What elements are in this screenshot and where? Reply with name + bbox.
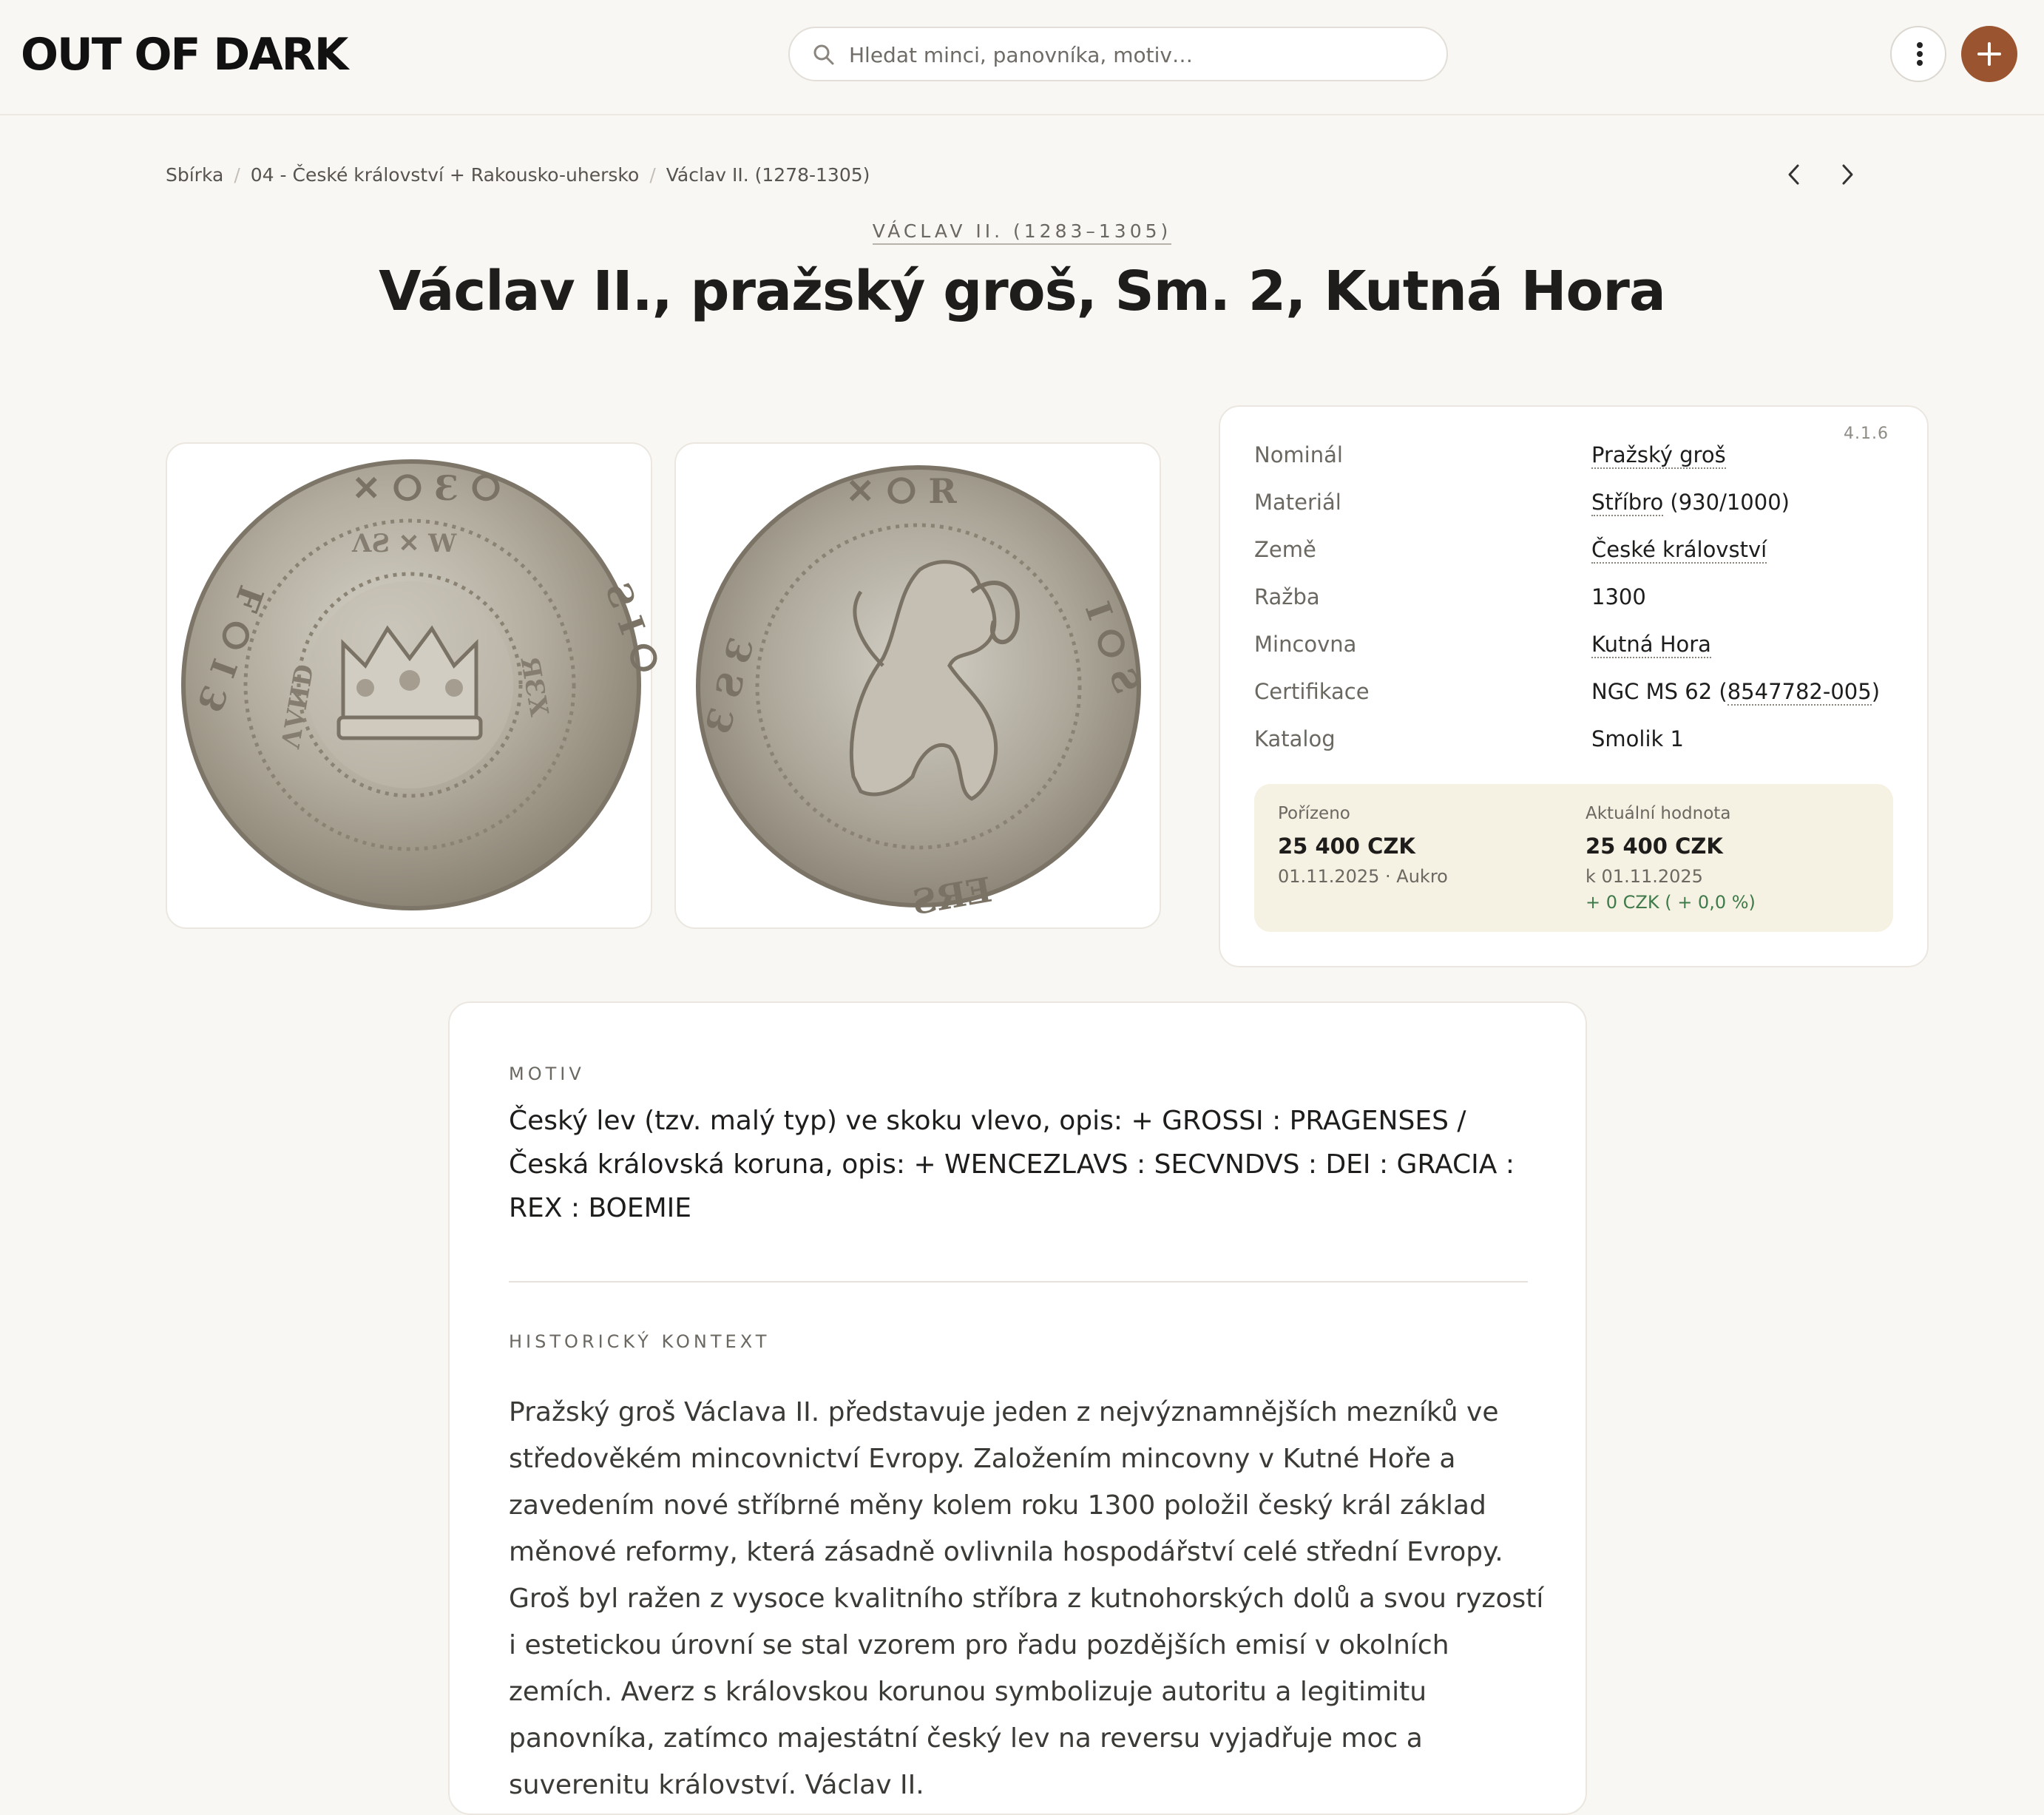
section-divider [509, 1281, 1528, 1282]
add-coin-button[interactable] [1961, 26, 2017, 82]
mint-link[interactable]: Kutná Hora [1591, 632, 1711, 657]
svg-text:Ɛ I ⵔ Ⅎ: Ɛ I ⵔ Ⅎ [190, 581, 273, 717]
acquired-value [1278, 802, 1448, 889]
certification-grade: NGC MS 62 ( [1591, 679, 1727, 704]
detail-row-catalog [1254, 722, 1898, 757]
history-text: Pražský groš Václava II. představuje jeden z nejvýznamnějších mezníků ve středověkém mincovnictví Evropy. Založením mincovny v Kutné Hoře a zavedením nové stříbrné měny kolem roku 1300 položil český král základ měnové reformy, která zásadně ovlivnila hospodářství celé střední Evropy. Groš byl ražen z vysoce kvalitního stříbra z kutnohorských dolů a svou ryzostí i estetickou úrovní se stal vzorem pro řadu pozdějších emisí v okolních zemích. Averz s královskou korunou symbolizuje autoritu a legitimitu panovníka, zatímco majestátní český lev na reversu vyjadřuje moc a suverenitu království. Václav II. [509, 1397, 1544, 1800]
svg-text:ΛVИD: ΛVИD [276, 662, 320, 751]
detail-value [1591, 490, 1790, 515]
breadcrumb-separator: / [234, 163, 240, 186]
detail-value: 1300 [1591, 584, 1646, 609]
more-vertical-icon [1909, 39, 1930, 69]
detail-row-mintage-year [1254, 580, 1898, 615]
country-link[interactable]: České království [1591, 537, 1767, 562]
detail-label: Ražba [1254, 584, 1320, 609]
svg-text:ΛƧ ✕ W: ΛƧ ✕ W [352, 529, 457, 558]
material-link[interactable]: Stříbro [1591, 490, 1664, 515]
motiv-heading: MOTIV [509, 1064, 585, 1084]
svg-text:ƧЯƎ: ƧЯƎ [908, 869, 995, 923]
current-value [1586, 802, 1756, 916]
breadcrumb-item-category[interactable]: 04 - České království + Rakousko-uhersko [250, 163, 640, 186]
coin-obverse-image[interactable] [166, 442, 668, 929]
detail-row-denomination [1254, 438, 1898, 473]
ruler-link[interactable] [0, 220, 2044, 242]
value-summary [1254, 784, 1893, 932]
coin-reverse-image[interactable] [674, 442, 1161, 929]
detail-label: Certifikace [1254, 679, 1370, 704]
search-input[interactable] [847, 28, 1427, 81]
current-date: k 01.11.2025 [1586, 866, 1703, 887]
detail-value [1591, 537, 1767, 562]
page-title: Václav II., pražský groš, Sm. 2, Kutná Hora [379, 260, 1665, 323]
detail-label: Nominál [1254, 442, 1343, 467]
detail-label: Materiál [1254, 490, 1341, 515]
detail-label: Katalog [1254, 726, 1336, 751]
detail-row-country [1254, 533, 1898, 568]
svg-text:Ƨ I ⵔ: Ƨ I ⵔ [597, 576, 668, 680]
denomination-link[interactable]: Pražský groš [1591, 442, 1726, 467]
history-heading: HISTORICKÝ KONTEXT [509, 1331, 771, 1352]
acquired-amount: 25 400 CZK [1278, 834, 1415, 859]
motiv-text: Český lev (tzv. malý typ) ve skoku vlevo, opis: + GROSSI : PRAGENSES / Česká královská koruna, opis: + WENCEZLAVS : SECVNDVS : DEI : GRACIA : REX : BOEMIE [509, 1106, 1515, 1223]
acquired-label: Pořízeno [1278, 804, 1350, 823]
detail-row-material [1254, 485, 1898, 521]
svg-text:✕ ⵔ Ɛ ⵔ: ✕ ⵔ Ɛ ⵔ [352, 468, 501, 508]
current-label: Aktuální hodnota [1586, 804, 1731, 823]
coin-obverse-picture [167, 444, 668, 927]
detail-value [1591, 632, 1711, 657]
description-card [448, 1001, 1587, 1815]
certification-number-link[interactable]: 8547782-005 [1727, 679, 1872, 704]
value-change: + 0 CZK ( + 0,0 %) [1586, 892, 1756, 913]
version-tag: 4.1.6 [1844, 425, 1889, 443]
top-bar [0, 0, 2044, 115]
breadcrumb-item-collection[interactable]: Sbírka [166, 163, 224, 186]
svg-text:I ⵔ Ƨ: I ⵔ Ƨ [1077, 596, 1148, 699]
search-icon [811, 41, 837, 68]
detail-row-certification [1254, 675, 1898, 710]
ruler-label[interactable]: VÁCLAV II. (1283–1305) [873, 220, 1172, 245]
breadcrumb [166, 160, 870, 189]
detail-label: Země [1254, 537, 1316, 562]
detail-value [1591, 679, 1880, 704]
breadcrumb-item-ruler[interactable]: Václav II. (1278-1305) [666, 163, 870, 186]
detail-value [1591, 442, 1726, 467]
breadcrumb-separator: / [649, 163, 656, 186]
certification-suffix: ) [1871, 679, 1881, 704]
svg-text:Ɛ Ƨ Ɛ: Ɛ Ƨ Ɛ [698, 632, 762, 738]
detail-value: Smolik 1 [1591, 726, 1684, 751]
material-fineness: (930/1000) [1663, 490, 1790, 515]
detail-row-mint [1254, 627, 1898, 663]
svg-text:✕ ⵔ R: ✕ ⵔ R [846, 471, 957, 511]
coin-reverse-picture [676, 444, 1160, 927]
more-menu-button[interactable] [1890, 26, 1946, 82]
svg-text:ЯƐX: ЯƐX [514, 654, 554, 719]
coin-details-card [1219, 405, 1929, 967]
current-amount: 25 400 CZK [1586, 834, 1723, 859]
search-bar[interactable] [788, 27, 1448, 81]
plus-icon [1974, 39, 2004, 69]
detail-label: Mincovna [1254, 632, 1357, 657]
previous-coin-icon[interactable] [1778, 158, 1810, 191]
logo[interactable]: OUT OF DARK [21, 29, 348, 81]
next-coin-icon[interactable] [1831, 158, 1864, 191]
acquired-date-source: 01.11.2025 · Aukro [1278, 866, 1448, 887]
